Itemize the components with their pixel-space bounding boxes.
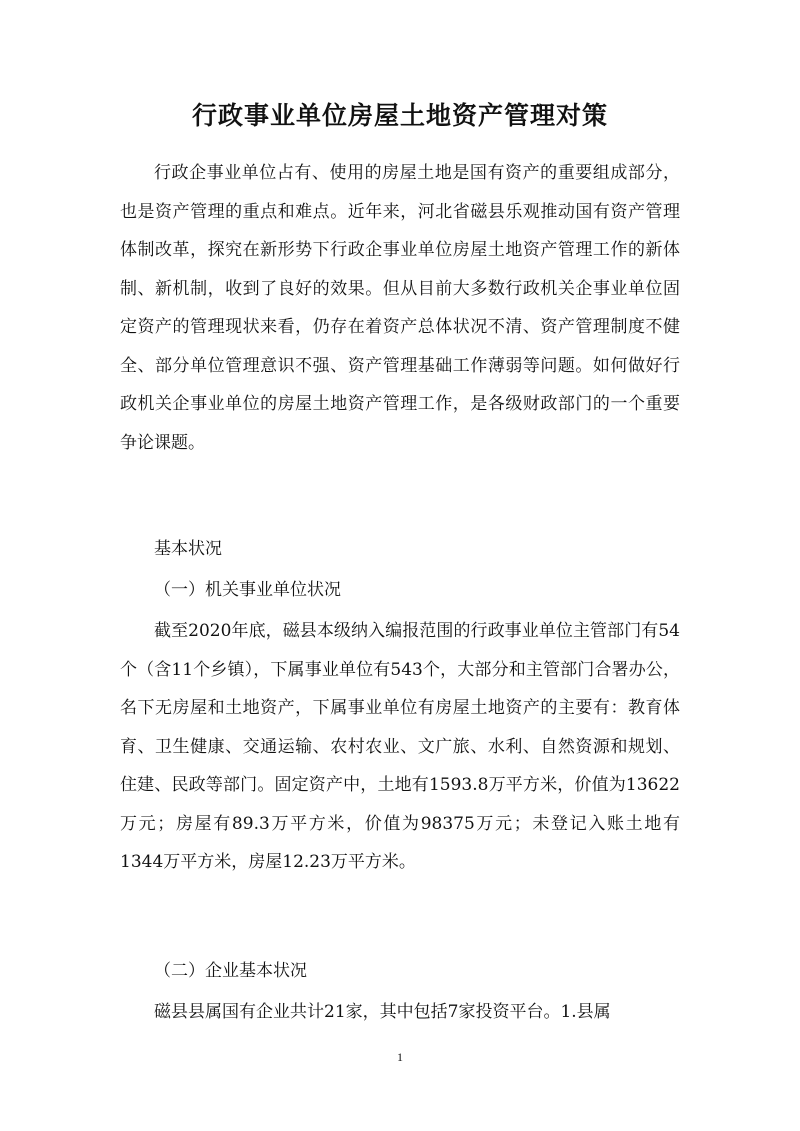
intro-paragraph: 行政企事业单位占有、使用的房屋土地是国有资产的重要组成部分，也是资产管理的重点和难点。近年来，河北省磁县乐观推动国有资产管理体制改革，探究在新形势下行政企事业单位房屋土地资产管理工作的新体制、新机制，收到了良好的效果。但从目前大多数行政机关企事业单位固定资产的管理现状来看，仍存在着资产总体状况不清、资产管理制度不健全、部分单位管理意识不强、资产管理基础工作薄弱等问题。如何做好行政机关企事业单位的房屋土地资产管理工作，是各级财政部门的一个重要争论课题。 xyxy=(120,163,680,453)
document-title: 行政事业单位房屋土地资产管理对策 xyxy=(191,101,608,130)
subsection-body-agencies: 截至2020年底，磁县本级纳入编报范围的行政事业单位主管部门有54个（含11个乡镇），下属事业单位有543个，大部分和主管部门合署办公，名下无房屋和土地资产，下属事业单位有房屋土地资产的主要有：教育体育、卫生健康、交通运输、农村农业、文广旅、水利、自然资源和规划、住建、民政等部门。固定资产中，土地有1593.8万平方米，价值为13622万元；房屋有89.3万平方米，价值为98375万元；未登记入账土地有1344万平方米，房屋12.23万平方米。 xyxy=(120,621,680,872)
page-number: 1 xyxy=(397,1050,403,1064)
subsection-heading-agencies: （一）机关事业单位状况 xyxy=(154,580,341,600)
subsection-body-enterprises: 磁县县属国有企业共计21家，其中包括7家投资平台。1.县属 xyxy=(154,1002,611,1022)
section-heading-basic-status: 基本状况 xyxy=(154,539,222,559)
subsection-heading-enterprises: （二）企业基本状况 xyxy=(154,961,307,981)
